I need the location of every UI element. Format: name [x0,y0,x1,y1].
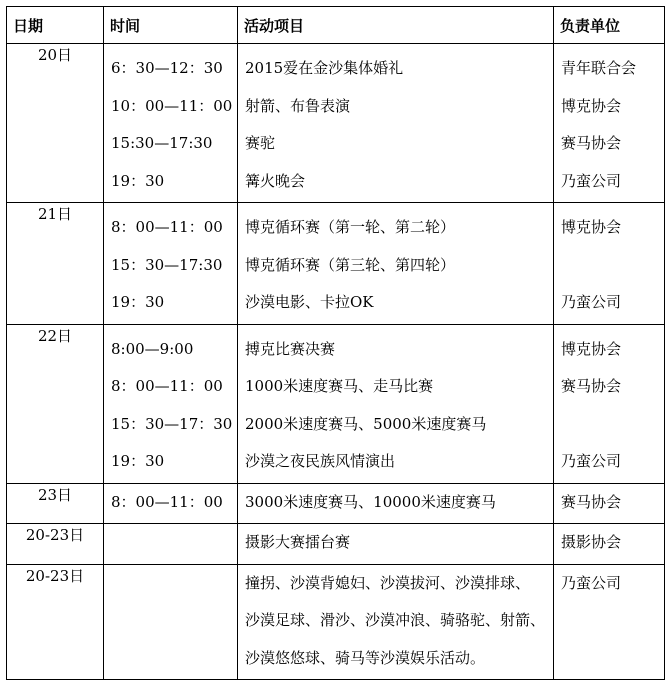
activity-cell [238,564,554,680]
date-cell: 21日 [7,203,104,325]
organizer-entry [561,247,664,285]
schedule-table [6,6,665,680]
time-entry: 8：00—11：00 [111,377,223,395]
organizer-entry: 乃蛮公司 [561,452,622,470]
date-cell: 22日 [7,324,104,483]
time-entry: 15:30—17:30 [111,134,213,152]
header-time: 时间 [104,7,238,44]
activity-entry: 搏克比赛决赛 [245,339,336,358]
header-organizer: 负责单位 [554,7,665,44]
organizer-entry: 赛马协会 [561,134,622,152]
activity-entry: 3000米速度赛马、10000米速度赛马 [245,492,496,511]
date-cell: 23日 [7,483,104,524]
organizer-entry: 博克协会 [561,218,622,236]
activity-entry: 2015爱在金沙集体婚礼 [245,59,404,77]
header-activity: 活动项目 [238,7,554,44]
organizer-entry: 赛马协会 [561,377,622,395]
activity-entry: 赛驼 [245,134,276,152]
organizer-entry: 乃蛮公司 [561,293,622,311]
organizer-entry: 博克协会 [561,339,622,358]
time-entry: 10：00—11：00 [111,96,233,115]
organizer-cell [554,203,665,325]
activity-entry: 1000米速度赛马、走马比赛 [245,377,434,395]
table-row-20 [7,44,665,203]
activity-entry: 摄影大赛擂台赛 [245,533,351,551]
time-cell [104,524,238,565]
activity-entry: 博克循环赛（第一轮、第二轮） [245,218,456,236]
organizer-entry: 乃蛮公司 [561,171,622,190]
time-entry: 19：30 [111,452,165,470]
activity-cell [238,524,554,565]
organizer-entry: 乃蛮公司 [561,573,622,592]
table-row-23 [7,483,665,524]
table-row-22 [7,324,665,483]
time-entry: 19：30 [111,293,165,311]
activity-entry: 沙漠足球、滑沙、沙漠冲浪、骑骆驼、射箭、 [245,611,546,629]
time-cell [104,324,238,483]
organizer-cell [554,324,665,483]
table-row-20-23-games [7,564,665,680]
table-row-20-23-photo [7,524,665,565]
activity-cell [238,324,554,483]
time-cell [104,564,238,680]
organizer-entry [561,406,664,444]
date-cell: 20日 [7,44,104,203]
header-row [7,7,665,44]
organizer-entry: 博克协会 [561,96,622,115]
time-cell [104,44,238,203]
activity-entry: 篝火晚会 [245,171,306,190]
activity-entry: 2000米速度赛马、5000米速度赛马 [245,414,487,433]
activity-entry: 沙漠悠悠球、骑马等沙漠娱乐活动。 [245,648,486,667]
organizer-entry: 赛马协会 [561,492,622,511]
time-entry: 15：30—17:30 [111,255,223,274]
activity-cell [238,44,554,203]
organizer-entry: 青年联合会 [561,59,637,77]
activity-entry: 沙漠之夜民族风情演出 [245,452,396,470]
time-cell [104,483,238,524]
organizer-cell [554,564,665,680]
time-entry: 8:00—9:00 [111,339,194,358]
header-date: 日期 [7,7,104,44]
time-entry: 8：00—11：00 [111,492,223,511]
organizer-cell [554,483,665,524]
time-entry: 8：00—11：00 [111,218,223,236]
activity-entry: 博克循环赛（第三轮、第四轮） [245,255,456,274]
activity-entry: 射箭、布鲁表演 [245,96,351,115]
time-entry: 19：30 [111,171,165,190]
date-cell: 20-23日 [7,564,104,680]
time-entry: 15：30—17：30 [111,414,233,433]
time-cell [104,203,238,325]
activity-cell [238,483,554,524]
activity-entry: 沙漠电影、卡拉OK [245,293,374,311]
activity-entry: 撞拐、沙漠背媳妇、沙漠拔河、沙漠排球、 [245,573,531,592]
organizer-cell [554,44,665,203]
table-row-21 [7,203,665,325]
organizer-entry: 摄影协会 [561,533,622,551]
organizer-cell [554,524,665,565]
activity-cell [238,203,554,325]
time-entry: 6：30—12：30 [111,59,223,77]
date-cell: 20-23日 [7,524,104,565]
